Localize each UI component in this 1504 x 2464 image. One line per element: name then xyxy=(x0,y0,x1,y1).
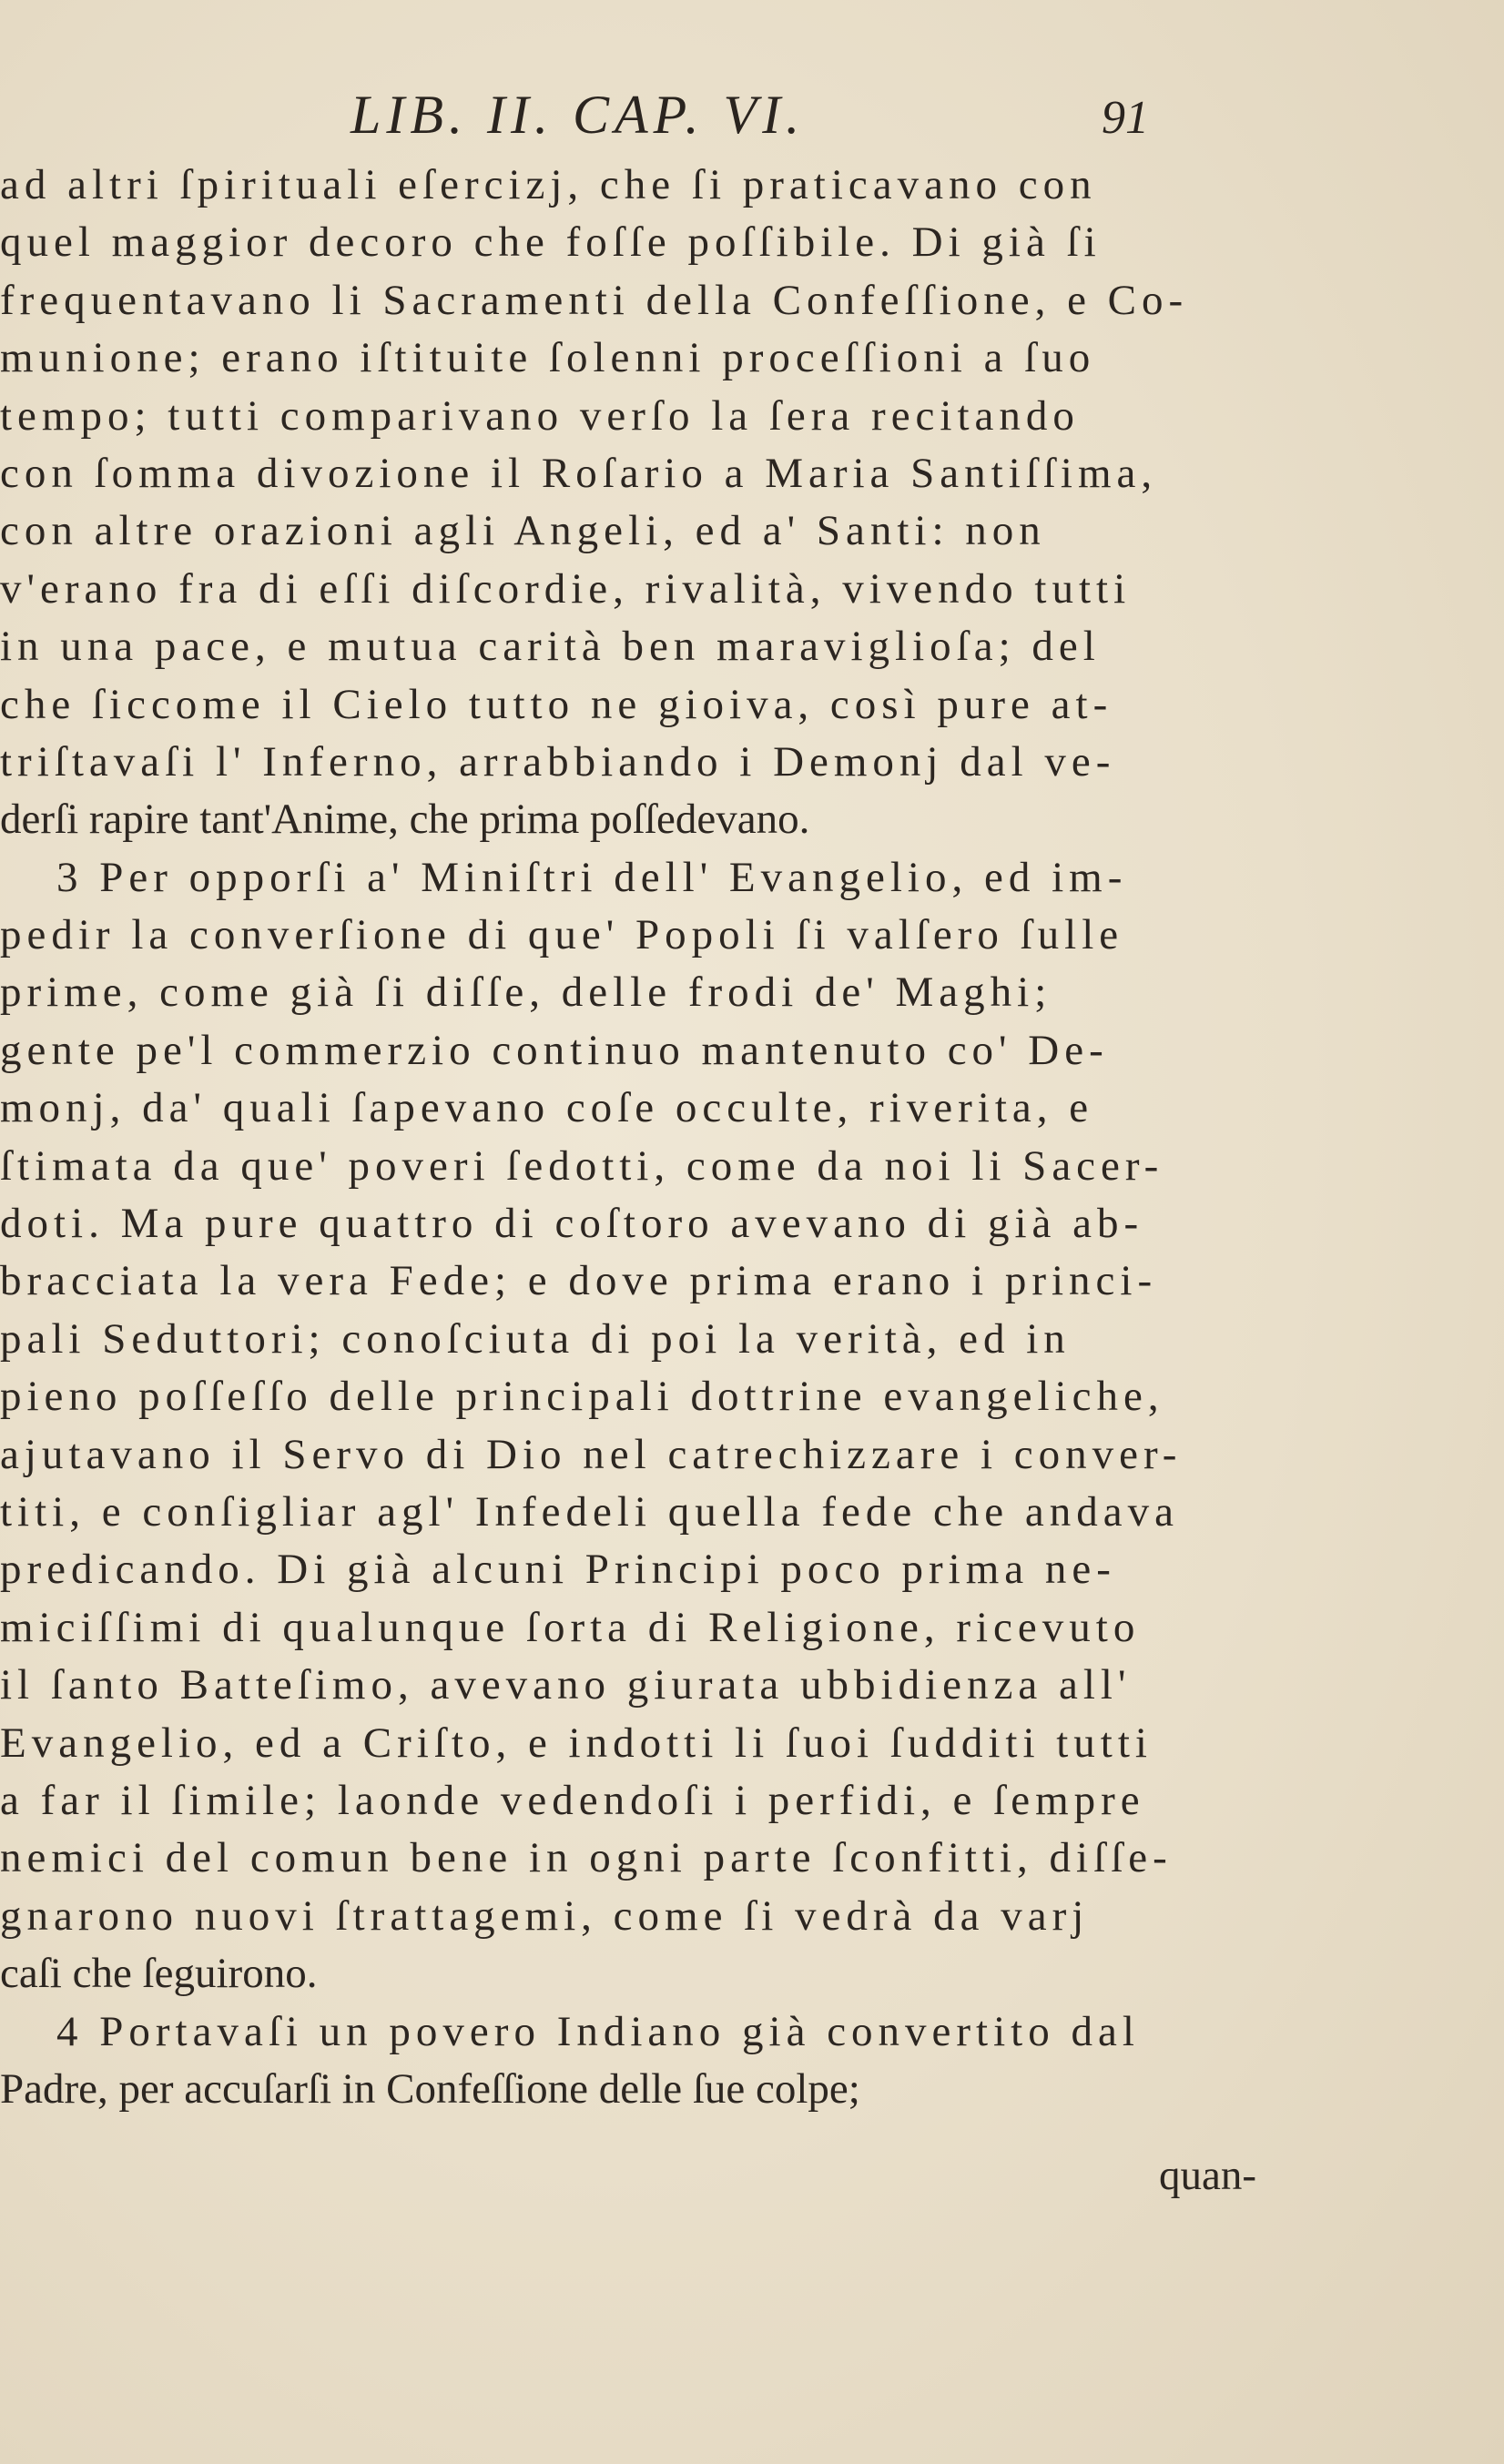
running-head: LIB. II. CAP. VI. xyxy=(351,85,806,145)
text-line: frequentavano li Sacramenti della Confeſſione, e Co- xyxy=(0,276,1189,324)
text-line: ſtimata da que' poveri ſedotti, come da noi li Sacer- xyxy=(0,1141,1164,1190)
text-line: miciſſimi di qualunque ſorta di Religione, ricevuto xyxy=(0,1603,1141,1651)
text-line: quel maggior decoro che foſſe poſſibile. Di già ſi xyxy=(0,218,1102,267)
text-line: il ſanto Batteſimo, avevano giurata ubbidienza all' xyxy=(0,1661,1132,1709)
text-line: che ſiccome il Cielo tutto ne gioiva, così pure at- xyxy=(0,680,1113,728)
catchword: quan- xyxy=(1158,2152,1256,2199)
text-line: titi, e conſigliar agl' Infedeli quella fede che andava xyxy=(0,1487,1179,1536)
text-line: pali Seduttori; conoſciuta di poi la verità, ed in xyxy=(0,1314,1071,1363)
catchword-row xyxy=(0,2148,1256,2203)
text-line: doti. Ma pure quattro di coſtoro avevano di già ab- xyxy=(0,1200,1144,1248)
text-line: nemici del comun bene in ogni parte ſconfitti, diſſe- xyxy=(0,1834,1173,1882)
page-header xyxy=(0,84,1504,166)
text-line: monj, da' quali ſapevano coſe occulte, riverita, e xyxy=(0,1084,1094,1132)
text-line: triſtavaſi l' Inferno, arrabbiando i Demonj dal ve- xyxy=(0,737,1116,786)
text-line: 4 Portavaſi un povero Indiano già convertito dal xyxy=(56,2007,1140,2055)
text-line: con ſomma divozione il Roſario a Maria Santiſſima, xyxy=(0,449,1158,497)
text-line: in una pace, e mutua carità ben maraviglioſa; del xyxy=(0,623,1101,671)
text-line: tempo; tutti comparivano verſo la ſera recitando xyxy=(0,391,1080,440)
text-line: munione; erano iſtituite ſolenni proceſſioni a ſuo xyxy=(0,334,1096,382)
text-line: derſi rapire tant'Anime, che prima poſſedevano. xyxy=(0,796,810,844)
text-line: ad altri ſpirituali eſercizj, che ſi praticavano con xyxy=(0,161,1097,208)
text-line: pedir la converſione di que' Popoli ſi valſero ſulle xyxy=(0,911,1124,959)
text-line: prime, come già ſi diſſe, delle frodi de' Maghi; xyxy=(0,968,1052,1017)
text-line: v'erano fra di eſſi diſcordie, rivalità, vivendo tutti xyxy=(0,564,1132,613)
text-line: a far il ſimile; laonde vedendoſi i perfidi, e ſempre xyxy=(0,1776,1145,1824)
text-line: 3 Per opporſi a' Miniſtri dell' Evangelio, ed im- xyxy=(56,853,1128,901)
text-line: predicando. Di già alcuni Principi poco prima ne- xyxy=(0,1546,1116,1594)
body-text xyxy=(0,157,1256,2118)
text-line: con altre orazioni agli Angeli, ed a' Santi: non xyxy=(0,507,1046,555)
page-number: 91 xyxy=(1102,92,1149,144)
text-line: ajutavano il Servo di Dio nel catrechizzare i conver- xyxy=(0,1430,1183,1478)
text-line: pieno poſſeſſo delle principali dottrine evangeliche, xyxy=(0,1373,1164,1421)
text-line: gente pe'l commerzio continuo mantenuto co' De- xyxy=(0,1026,1109,1074)
text-line: Evangelio, ed a Criſto, e indotti li ſuoi ſudditi tutti xyxy=(0,1719,1153,1767)
text-line: gnarono nuovi ſtrattagemi, come ſi vedrà da varj xyxy=(0,1891,1090,1940)
text-line: Padre, per accuſarſi in Confeſſione delle ſue colpe; xyxy=(0,2064,860,2113)
text-line: bracciata la vera Fede; e dove prima erano i princi- xyxy=(0,1257,1158,1305)
text-line: caſi che ſeguirono. xyxy=(0,1950,318,1998)
